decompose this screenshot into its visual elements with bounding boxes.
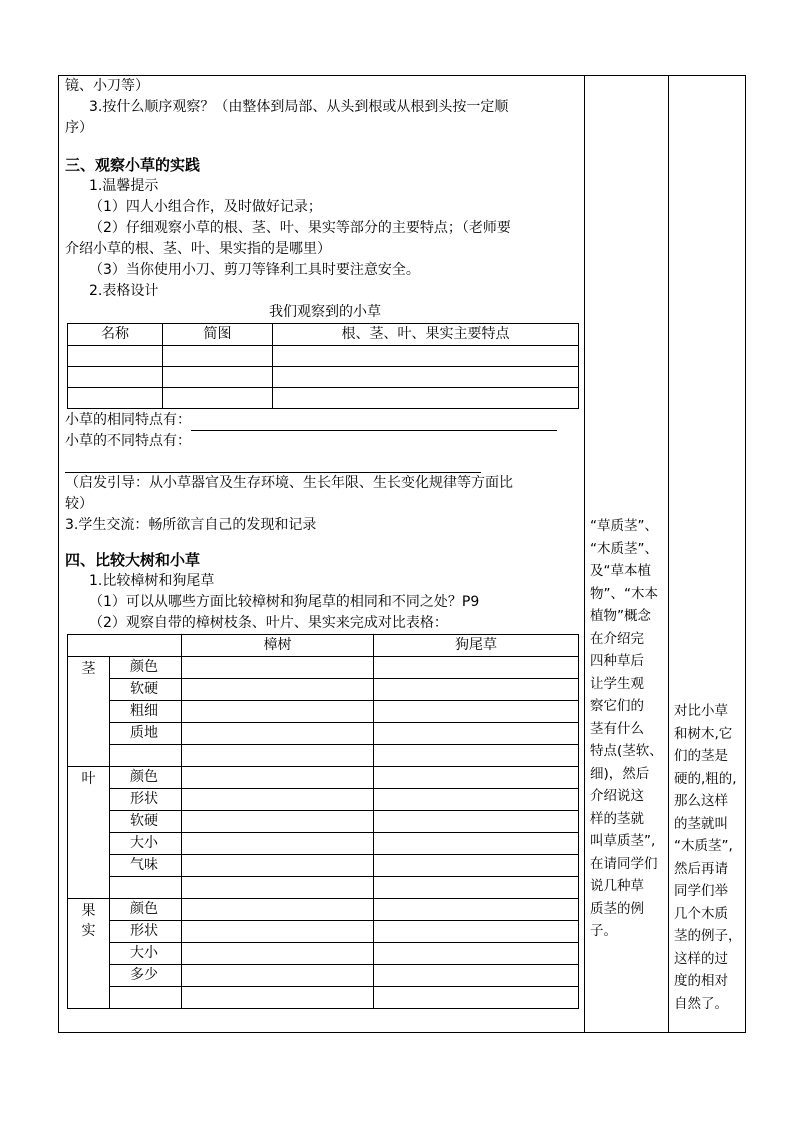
- table-title: 我们观察到的小草: [269, 304, 381, 320]
- answer-cell[interactable]: [374, 701, 579, 723]
- organ-label: 茎: [68, 657, 110, 767]
- note-line: 在介绍完: [590, 630, 644, 647]
- note-line: “草质茎”、: [590, 518, 658, 534]
- note-line: 对比小草: [674, 703, 728, 719]
- note-line: 和树木,它: [674, 725, 733, 742]
- answer-cell[interactable]: [182, 723, 374, 745]
- guide-line: （启发引导：从小草器官及生存环境、生长年限、生长变化规律等方面比: [65, 475, 513, 491]
- answer-cell[interactable]: [182, 701, 374, 723]
- note-line: 自然了。: [674, 995, 728, 1012]
- lesson-plan-frame: [58, 75, 746, 1033]
- answer-cell[interactable]: [374, 745, 579, 767]
- table-row: [68, 745, 579, 767]
- answer-cell[interactable]: [182, 943, 374, 965]
- answer-cell[interactable]: [374, 899, 579, 921]
- same-features-label: 小草的相同特点有：: [65, 412, 191, 428]
- table-row: [68, 767, 579, 789]
- tip-line: （2）仔细观察小草的根、茎、叶、果实等部分的主要特点；（老师要: [89, 220, 511, 236]
- answer-cell[interactable]: [374, 965, 579, 987]
- attribute-label: [110, 745, 182, 767]
- organ-label: 叶: [68, 767, 110, 899]
- attribute-label: 形状: [110, 921, 182, 943]
- table-row: [68, 965, 579, 987]
- table-row: [68, 367, 579, 388]
- attribute-label: 气味: [110, 855, 182, 877]
- tip-line: （3）当你使用小刀、剪刀等锋利工具时要注意安全。: [89, 262, 420, 278]
- attribute-label: 粗细: [110, 701, 182, 723]
- table-row: [68, 833, 579, 855]
- attribute-label: 大小: [110, 943, 182, 965]
- note-line: 然后再请: [674, 860, 728, 877]
- main-column: [65, 76, 585, 1009]
- note-line: 茎的例子，: [674, 928, 742, 944]
- attribute-label: 形状: [110, 789, 182, 811]
- note-line: 让学生观: [590, 675, 644, 692]
- note-line: 同学们举: [674, 883, 728, 899]
- note-line: 样的茎就: [590, 810, 644, 827]
- answer-cell[interactable]: [374, 855, 579, 877]
- tip-title: 1.温馨提示: [89, 178, 159, 194]
- answer-cell[interactable]: [374, 921, 579, 943]
- table-row: [68, 679, 579, 701]
- answer-cell[interactable]: [374, 723, 579, 745]
- note-line: 质茎的例: [590, 900, 644, 917]
- diff-features-line: [65, 452, 585, 473]
- question-line: （1）可以从哪些方面比较樟树和狗尾草的相同和不同之处？P9: [89, 594, 480, 610]
- note-line: 及“草本植: [590, 563, 651, 579]
- teaching-note-concepts: [590, 515, 664, 943]
- table-row: [68, 855, 579, 877]
- table-row: [68, 811, 579, 833]
- table-header-row: [68, 635, 579, 657]
- table-row: [68, 987, 579, 1009]
- answer-cell[interactable]: [374, 679, 579, 701]
- attribute-label: 颜色: [110, 767, 182, 789]
- table-row: [68, 701, 579, 723]
- answer-cell[interactable]: [182, 921, 374, 943]
- answer-cell[interactable]: [374, 789, 579, 811]
- teaching-note-woody-stem: [674, 700, 744, 1015]
- answer-cell[interactable]: [182, 745, 374, 767]
- attribute-label: 颜色: [110, 657, 182, 679]
- attribute-label: 质地: [110, 723, 182, 745]
- note-line: 细)，然后: [590, 765, 650, 782]
- answer-cell[interactable]: [374, 811, 579, 833]
- table-row: [68, 921, 579, 943]
- note-line: 特点(茎软、: [590, 743, 663, 759]
- table-row: [68, 899, 579, 921]
- answer-cell[interactable]: [374, 833, 579, 855]
- note-line: 察它们的: [590, 698, 644, 714]
- question-line: （2）观察自带的樟树枝条、叶片、果实来完成对比表格：: [89, 615, 448, 631]
- note-line: 这样的过: [674, 950, 728, 967]
- answer-cell[interactable]: [374, 657, 579, 679]
- exchange-line: 3.学生交流：畅所欲言自己的发现和记录: [65, 517, 317, 533]
- note-line: 植物”概念: [590, 608, 651, 624]
- note-line: 茎有什么: [590, 720, 644, 737]
- attribute-label: 软硬: [110, 679, 182, 701]
- note-line: 在请同学们: [590, 855, 658, 872]
- attribute-label: 大小: [110, 833, 182, 855]
- note-line: 们的茎是: [674, 748, 728, 764]
- attribute-label: 颜色: [110, 899, 182, 921]
- answer-blank[interactable]: [65, 458, 481, 473]
- intro-line: 镜、小刀等）: [65, 78, 149, 94]
- attribute-label: [110, 877, 182, 899]
- answer-blank[interactable]: [191, 416, 557, 431]
- note-line: 的茎就叫: [674, 815, 728, 832]
- attribute-label: 多少: [110, 965, 182, 987]
- attribute-label: [110, 987, 182, 1009]
- table-row: [68, 388, 579, 409]
- note-line: 那么这样: [674, 793, 728, 809]
- note-line: 几个木质: [674, 905, 728, 922]
- table-row: [68, 877, 579, 899]
- answer-cell[interactable]: [182, 789, 374, 811]
- table-header: 根、茎、叶、果实主要特点: [273, 324, 579, 346]
- table-row: [68, 657, 579, 679]
- answer-cell[interactable]: [374, 767, 579, 789]
- section-heading: 四、比较大树和小草: [65, 551, 201, 569]
- answer-cell[interactable]: [182, 899, 374, 921]
- grass-observation-table: [67, 323, 579, 409]
- answer-cell[interactable]: [182, 965, 374, 987]
- table-header: 名称: [68, 324, 163, 346]
- table-row: [68, 346, 579, 367]
- diff-features-label: 小草的不同特点有：: [65, 433, 191, 449]
- note-line: “木质茎”、: [590, 540, 658, 557]
- answer-cell[interactable]: [182, 811, 374, 833]
- table-design-label: 2.表格设计: [89, 283, 159, 299]
- note-line: 介绍说这: [590, 788, 644, 804]
- tip-line: 介绍小草的根、茎、叶、果实指的是哪里）: [65, 241, 331, 257]
- tip-line: （1）四人小组合作，及时做好记录；: [89, 199, 322, 215]
- answer-cell[interactable]: [374, 943, 579, 965]
- note-line: 硬的,粗的,: [674, 770, 737, 787]
- answer-cell[interactable]: [182, 833, 374, 855]
- answer-cell[interactable]: [182, 877, 374, 899]
- table-header: 狗尾草: [374, 635, 579, 657]
- note-line: 子。: [590, 923, 617, 939]
- answer-cell[interactable]: [374, 877, 579, 899]
- comparison-table: [67, 634, 579, 1009]
- organ-label: 果 实: [68, 899, 110, 1009]
- answer-cell[interactable]: [182, 679, 374, 701]
- answer-cell[interactable]: [182, 657, 374, 679]
- answer-cell[interactable]: [182, 855, 374, 877]
- answer-cell[interactable]: [182, 987, 374, 1009]
- note-line: 说几种草: [590, 878, 644, 894]
- intro-line: 3.按什么顺序观察？（由整体到局部、从头到根或从根到头按一定顺: [89, 99, 509, 115]
- note-line: 物”、“木本: [590, 585, 658, 602]
- intro-line: 序）: [65, 120, 93, 136]
- table-row: [68, 789, 579, 811]
- table-header: 简图: [163, 324, 273, 346]
- guide-line: 较）: [65, 496, 93, 512]
- note-line: “木质茎”,: [674, 838, 733, 854]
- answer-cell[interactable]: [182, 767, 374, 789]
- note-line: 四种草后: [590, 653, 644, 669]
- same-features-line: [65, 410, 585, 431]
- note-line: 叫草质茎”,: [590, 833, 656, 849]
- table-header: 樟树: [182, 635, 374, 657]
- table-row: [68, 943, 579, 965]
- answer-cell[interactable]: [374, 987, 579, 1009]
- table-row: [68, 723, 579, 745]
- note-line: 度的相对: [674, 973, 728, 989]
- attribute-label: 软硬: [110, 811, 182, 833]
- sub-heading: 1.比较樟树和狗尾草: [89, 573, 215, 589]
- section-heading: 三、观察小草的实践: [65, 156, 201, 174]
- column-divider: [668, 76, 669, 1032]
